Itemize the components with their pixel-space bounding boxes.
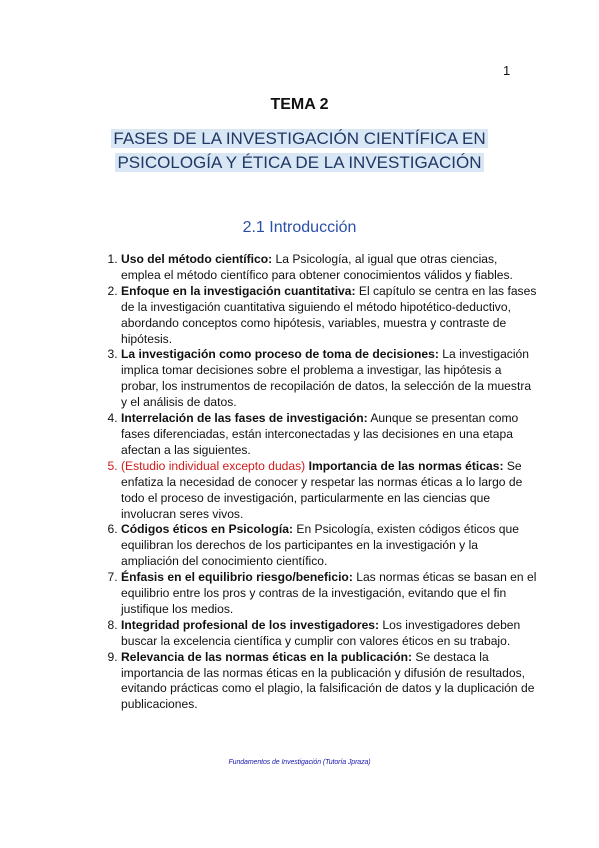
item-title: Enfoque en la investigación cuantitativa:	[121, 283, 356, 298]
item-title: Relevancia de las normas éticas en la publicación:	[121, 649, 413, 664]
section-title: 2.1 Introducción	[242, 219, 357, 236]
item-text: Se enfatiza la necesidad de conocer y respetar las normas éticas a lo largo de todo el proceso de investigación, particularmente en las ciencias que involucran seres vivos.	[121, 458, 523, 521]
list-item	[121, 522, 537, 570]
item-note: (Estudio individual excepto dudas)	[121, 458, 306, 473]
item-title: Interrelación de las fases de investigación:	[121, 411, 368, 426]
item-title: Importancia de las normas éticas:	[305, 458, 504, 473]
document-heading: TEMA 2	[270, 96, 329, 113]
item-title: Códigos éticos en Psicología:	[121, 522, 294, 537]
subtitle-line-1: FASES DE LA INVESTIGACIÓN CIENTÍFICA EN	[113, 129, 486, 148]
item-text: El capítulo se centra en las fases de la investigación cuantitativa siguiendo el método hipotético-deductivo, abordando conceptos como hipótesis, variables, muestra y contraste de hipótesis.	[121, 283, 537, 346]
document-subtitle	[0, 127, 599, 175]
item-text: Las normas éticas se basan en el equilibrio entre los pros y contras de la investigación, evitando que el fin justifique los medios.	[121, 570, 537, 616]
list-item	[121, 570, 537, 618]
item-text: En Psicología, existen códigos éticos que equilibran los derechos de los participantes en la investigación y la ampliación del conocimiento científico.	[121, 522, 519, 569]
item-text: Aunque se presentan como fases diferenciadas, están interconectadas y las decisiones en una etapa afectan a las siguientes.	[121, 411, 519, 457]
list-item	[121, 618, 537, 650]
item-text: Se destaca la importancia de las normas éticas en la publicación y difusión de resultados, evitando prácticas como el plagio, la falsificación de datos y la duplicación de publicaciones.	[121, 649, 535, 712]
list-item	[121, 411, 537, 459]
page-number: 1	[503, 63, 511, 78]
list-item	[121, 252, 537, 284]
list-item	[121, 459, 537, 523]
item-text: Los investigadores deben buscar la excelencia científica y cumplir con valores éticos en su trabajo.	[121, 617, 521, 648]
item-text: La Psicología, al igual que otras ciencias, emplea el método científico para obtener conocimientos válidos y fiables.	[121, 252, 513, 282]
list-item	[121, 347, 537, 411]
list-item	[121, 284, 537, 348]
item-title: Énfasis en el equilibrio riesgo/beneficio:	[121, 570, 353, 585]
item-title: Uso del método científico:	[121, 252, 273, 266]
item-text: La investigación implica tomar decisiones sobre el problema a investigar, las hipótesis a probar, los instrumentos de recopilación de datos, la selección de la muestra y el análisis de datos.	[121, 347, 532, 410]
item-title: La investigación como proceso de toma de decisiones:	[121, 347, 439, 362]
introduction-list	[96, 252, 537, 713]
page-footer: Fundamentos de Investigación (Tutoría Jpraza)	[228, 759, 371, 766]
list-item	[121, 650, 537, 714]
subtitle-line-2: PSICOLOGÍA Y ÉTICA DE LA INVESTIGACIÓN	[117, 153, 482, 172]
item-title: Integridad profesional de los investigadores:	[121, 617, 380, 632]
